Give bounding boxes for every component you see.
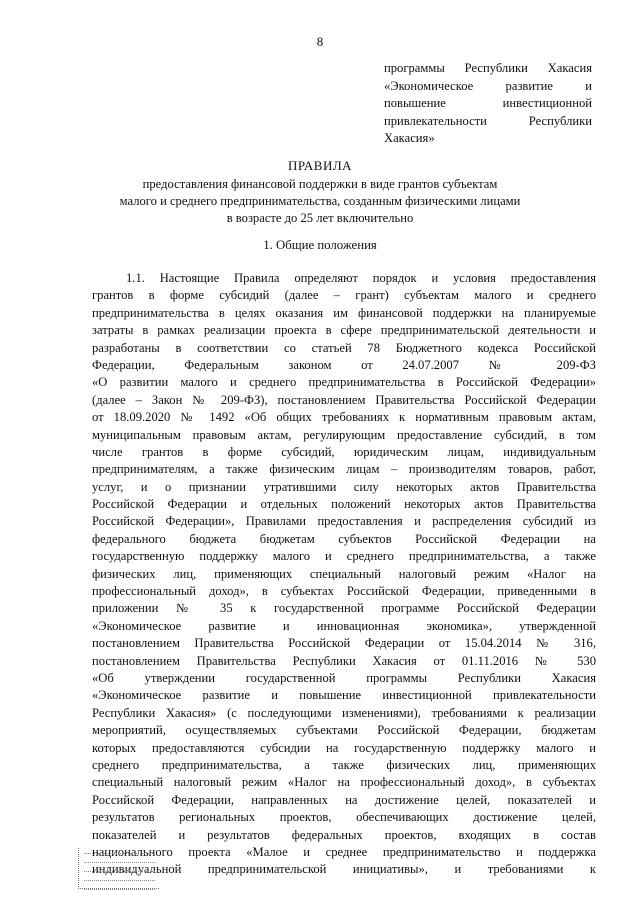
paragraph-line: национального проекта «Малое и среднее предпринимательство и поддержка [92, 844, 596, 859]
paragraph-line: Федерации, Федеральным законом от 24.07.2007 № 209-ФЗ [92, 357, 596, 372]
paragraph-1-1 [92, 270, 596, 879]
paragraph-line: индивидуальной предпринимательской инициативы», и требованиями к [92, 862, 596, 877]
paragraph-line: показателей и результатов федеральных проектов, входящих в состав [92, 827, 596, 842]
paragraph-line: государственную поддержку малого и среднего предпринимательства, а также [92, 549, 596, 564]
paragraph-line: услуг, и о признании утратившими силу некоторых актов Правительства [92, 479, 596, 494]
paragraph-line: Российской Федерации, направленных на достижение целей, показателей и [92, 792, 596, 807]
paragraph-line: «Экономическое развитие и повышение инвестиционной привлекательности [92, 688, 596, 703]
paragraph-line: грантов в форме субсидий (далее – грант) субъектам малого и среднего [92, 288, 596, 303]
paragraph-line: муниципальным правовым актам, регулирующим предоставление субсидий, в том [92, 427, 596, 442]
paragraph-line: от 18.09.2020 № 1492 «Об общих требованиях к нормативным правовым актам, [92, 410, 596, 425]
paragraph-line: предпринимательства в целях оказания им финансовой поддержки на планируемые [92, 305, 596, 320]
approval-reference-line: «Экономическое развитие и [384, 78, 592, 93]
approval-reference-line: привлекательности Республики [384, 113, 592, 128]
paragraph-line: постановлением Правительства Республики Хакасия от 01.11.2016 № 530 [92, 653, 596, 668]
paragraph-line: предпринимателям, а также физическим лицам – производителям товаров, работ, [92, 462, 596, 477]
approval-reference-line: Хакасия» [384, 131, 435, 145]
paragraph-line: постановлением Правительства Российской Федерации от 15.04.2014 № 316, [92, 636, 596, 651]
document-subtitle [100, 176, 540, 227]
subtitle-line: предоставления финансовой поддержки в виде грантов субъектам [142, 177, 498, 191]
paragraph-line: «Экономическое развитие и инновационная экономика», утвержденной [92, 618, 596, 633]
paragraph-line: профессиональный доход», в субъектах Российской Федерации, приведенными в [92, 584, 596, 599]
approval-reference-line: программы Республики Хакасия [384, 61, 592, 75]
document-stamp [78, 848, 159, 889]
paragraph-line: приложении № 35 к государственной программе Российской Федерации [92, 601, 596, 616]
paragraph-line: 1.1. Настоящие Правила определяют порядок и условия предоставления [126, 271, 596, 285]
paragraph-line: среднего предпринимательства, а также физических лиц, применяющих [92, 757, 596, 772]
paragraph-line: «О развитии малого и среднего предпринимательства в Российской Федерации» [92, 375, 596, 390]
paragraph-line: которых предоставляются субсидии на государственную поддержку малого и [92, 740, 596, 755]
page-number: 8 [316, 34, 324, 49]
paragraph-line: результатов региональных проектов, обеспечивающих достижение целей, [92, 810, 596, 825]
paragraph-line: физических лиц, применяющих специальный налоговый режим «Налог на [92, 566, 596, 581]
paragraph-line: разработаны в соответствии со статьей 78 Бюджетного кодекса Российской [92, 340, 596, 355]
section-heading: 1. Общие положения [263, 238, 377, 252]
paragraph-line: мероприятий, осуществляемых субъектами Российской Федерации, бюджетам [92, 723, 596, 738]
paragraph-line: числе грантов в форме субсидий, юридическим лицам, индивидуальным [92, 444, 596, 459]
subtitle-line: малого и среднего предпринимательства, созданным физическими лицами [119, 194, 521, 208]
paragraph-line: (далее – Закон № 209-ФЗ), постановлением Правительства Российской Федерации [92, 392, 596, 407]
approval-reference-line: повышение инвестиционной [384, 96, 592, 110]
paragraph-line: «Об утверждении государственной программы Республики Хакасия [92, 670, 596, 685]
subtitle-line: в возрасте до 25 лет включительно [226, 211, 414, 225]
paragraph-line: затраты в рамках реализации проекта в сфере предпринимательской деятельности и [92, 323, 596, 338]
paragraph-line: специальный налоговый режим «Налог на профессиональный доход», в субъектах [92, 775, 596, 790]
approval-reference [384, 60, 592, 148]
paragraph-line: Российской Федерации», Правилами предоставления и распределения субсидий из [92, 514, 596, 529]
document-title: ПРАВИЛА [287, 158, 353, 173]
paragraph-line: Российской Федерации и отдельных положений некоторых актов Правительства [92, 497, 596, 512]
paragraph-line: Республики Хакасия» (с последующими изменениями), требованиями к реализации [92, 705, 596, 720]
paragraph-line: федерального бюджета бюджетам субъектов Российской Федерации на [92, 531, 596, 546]
